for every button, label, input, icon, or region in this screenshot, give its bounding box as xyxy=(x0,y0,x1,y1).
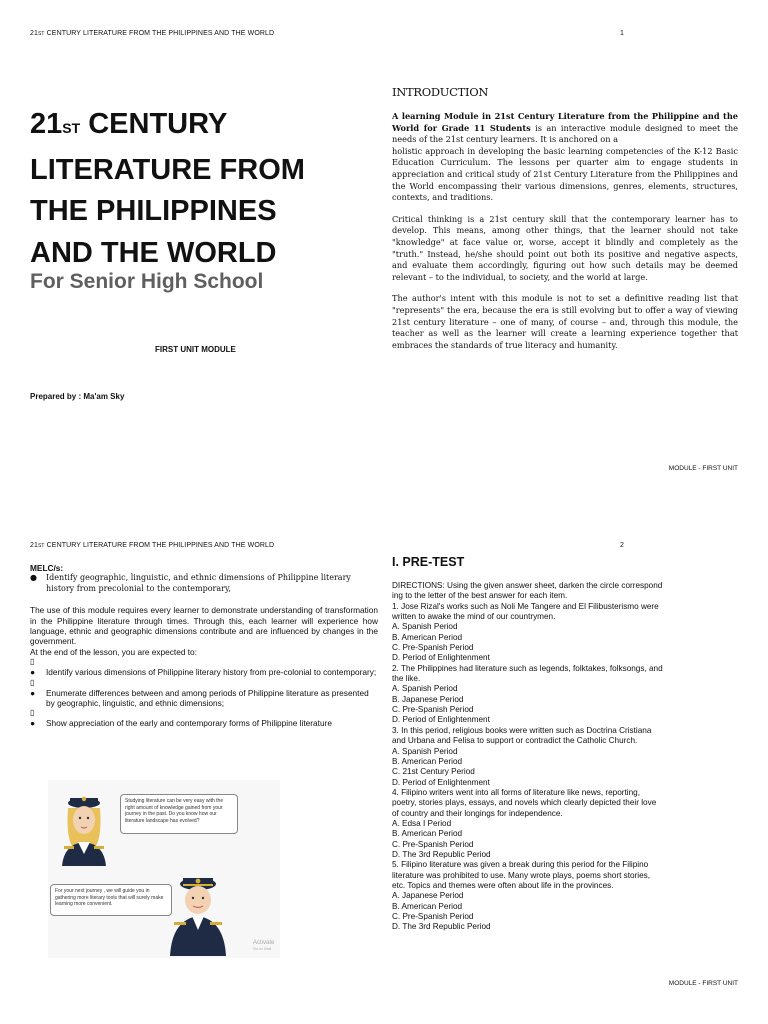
pretest-line: 5. Filipino literature was given a break during this period for the Filipino xyxy=(392,860,649,870)
module-description: The use of this module requires every learner to demonstrate understanding of transformation in the Philippine literature through times. Through this, each learner will experience how language, ethnic and geographic dimensions contribute and are influenced by changes in the government. xyxy=(30,605,378,647)
page-number: 2 xyxy=(620,542,624,549)
objective-item: ● Identify various dimensions of Philippine literary history from pre-colonial to contemporary; xyxy=(30,667,377,678)
pretest-line: 3. In this period, religious books were written such as Doctrina Cristiana xyxy=(392,725,652,735)
pretest-line: C. Pre-Spanish Period xyxy=(392,643,474,653)
pretest-line: B. American Period xyxy=(392,756,463,766)
pretest-line: 1. Jose Rizal's works such as Noli Me Tangere and El Filibusterismo were xyxy=(392,601,659,611)
pretest-heading: I. PRE-TEST xyxy=(392,555,465,569)
pretest-line: D. Period of Enlightenment xyxy=(392,715,490,725)
cover-title: 21ST CENTURY LITERATURE FROM THE PHILIPPINES AND THE WORLD xyxy=(30,108,305,269)
pretest-line: A. Spanish Period xyxy=(392,684,458,694)
pretest-line: B. American Period xyxy=(392,901,463,911)
expected-intro: At the end of the lesson, you are expected to: xyxy=(30,646,197,657)
introduction-body: A learning Module in 21st Century Literature from the Philippine and the World for Grade 11 Students is an interactive module designed to meet the needs of the 21st century learners. It is anchored on a holistic approach in developing the basic learning competencies of the K-12 Basic Education Curriculum. The lessons per quarter aim to engage students in appreciation and critical study of 21st Century Literature from the Philippines and the World encompassing their various dimensions, genres, elements, structures, contexts, and traditions. Critical thinking is a 21st century skill that the contemporary learner has to develop. This means, among other things, that the learner should not take "knowledge" at face value or, worse, accept it blindly and completely as the "truth." Instead, he/she should point out both its positive and negative aspects, and evaluate them accordingly, figuring out how such details may be deemed relevant – to the individual, to society, and the world at large. The author's intent with this module is not to set a definitive reading list that "represents" the era, because the era is still evolving but to offer a way of viewing 21st century literature – one of many, of course – and, through this module, the teacher as well as the learner will create a learning experience together that embraces the standards of true literacy and humanity. xyxy=(392,111,739,350)
bullet-icon: ● xyxy=(30,718,36,729)
cover-subtitle: For Senior High School xyxy=(30,270,264,293)
pretest-line: A. Spanish Period xyxy=(392,622,458,632)
box-icon: ▯ xyxy=(30,677,35,687)
objective-item: ● Show appreciation of the early and contemporary forms of Philippine literature xyxy=(30,718,332,729)
pretest-line: C. Pre-Spanish Period xyxy=(392,705,474,715)
bullet-icon: ● xyxy=(30,573,37,583)
objective-item: ● Enumerate differences between and among periods of Philippine literature as presented by geographic, linguistic, and ethnic dimensions; xyxy=(30,687,369,709)
page-number: 1 xyxy=(620,30,624,37)
page-footer: MODULE - FIRST UNIT xyxy=(668,465,738,472)
activation-watermark: Activate Go to Sett xyxy=(253,940,275,951)
speech-bubble: Studying literature can be very easy with the right amount of knowledge gained from your journey in the past. Do you know how our literature landscape has evolved? xyxy=(120,794,238,834)
pretest-line: D. Period of Enlightenment xyxy=(392,653,490,663)
unit-module-label: FIRST UNIT MODULE xyxy=(155,345,236,354)
pretest-line: C. Pre-Spanish Period xyxy=(392,839,474,849)
pretest-line: 4. Filipino writers went into all forms of literature like news, reporting, xyxy=(392,787,640,797)
running-header: 21ST CENTURY LITERATURE FROM THE PHILIPPINES AND THE WORLD xyxy=(30,542,275,549)
bullet-icon: ● xyxy=(30,687,36,698)
pretest-line: poetry, stories plays, essays, and novels which clearly depicted their love xyxy=(392,798,657,808)
pretest-line: B. Japanese Period xyxy=(392,694,464,704)
speech-bubble: For your next journey , we will guide you in gathering more literary tools that will surely make learning more convenient. xyxy=(50,884,172,916)
pretest-line: C. 21st Century Period xyxy=(392,767,475,777)
pretest-line: 2. The Philippines had literature such as legends, folktakes, folksongs, and xyxy=(392,663,663,673)
pretest-line: D. The 3rd Republic Period xyxy=(392,849,491,859)
pretest-line: the like. xyxy=(392,674,421,684)
pretest-line: A. Spanish Period xyxy=(392,746,458,756)
pretest-line: ing to the letter of the best answer for each item. xyxy=(392,591,568,601)
running-header: 21ST CENTURY LITERATURE FROM THE PHILIPPINES AND THE WORLD xyxy=(30,30,275,37)
pretest-line: D. The 3rd Republic Period xyxy=(392,922,491,932)
page-footer: MODULE - FIRST UNIT xyxy=(668,980,738,987)
bullet-icon: ● xyxy=(30,667,36,678)
box-icon: ▯ xyxy=(30,657,35,667)
prepared-by: Prepared by : Ma'am Sky xyxy=(30,392,125,401)
melc-section xyxy=(30,563,378,729)
pretest-questions xyxy=(392,581,692,933)
pretest-line: and Urbana and Felisa to support or contradict the Catholic Church. xyxy=(392,736,638,746)
pretest-line: A. Japanese Period xyxy=(392,891,464,901)
pretest-line: A. Edsa I Period xyxy=(392,818,452,828)
box-icon: ▯ xyxy=(30,708,35,718)
pretest-line: of country and their longings for independence. xyxy=(392,808,563,818)
pretest-line: B. American Period xyxy=(392,829,463,839)
pretest-line: B. American Period xyxy=(392,632,463,642)
document-page-2 xyxy=(0,512,768,1024)
pretest-line: D. Period of Enlightenment xyxy=(392,777,490,787)
pretest-line: literature was prohibited to use. Many wrote plays, poems short stories, xyxy=(392,870,651,880)
pretest-line: DIRECTIONS: Using the given answer sheet, darken the circle correspond xyxy=(392,581,663,590)
teacher-illustration xyxy=(48,780,280,958)
pretest-line: etc. Topics and themes were often about life in the provinces. xyxy=(392,880,614,890)
pretest-line: C. Pre-Spanish Period xyxy=(392,912,474,921)
melc-item: ● Identify geographic, linguistic, and ethnic dimensions of Philippine literary history from precolonial to the contemporary, xyxy=(30,573,351,593)
melc-label: MELC/s: xyxy=(30,563,64,573)
pretest-line: written to awake the mind of our countrymen. xyxy=(392,612,556,622)
introduction-heading: INTRODUCTION xyxy=(392,85,489,99)
